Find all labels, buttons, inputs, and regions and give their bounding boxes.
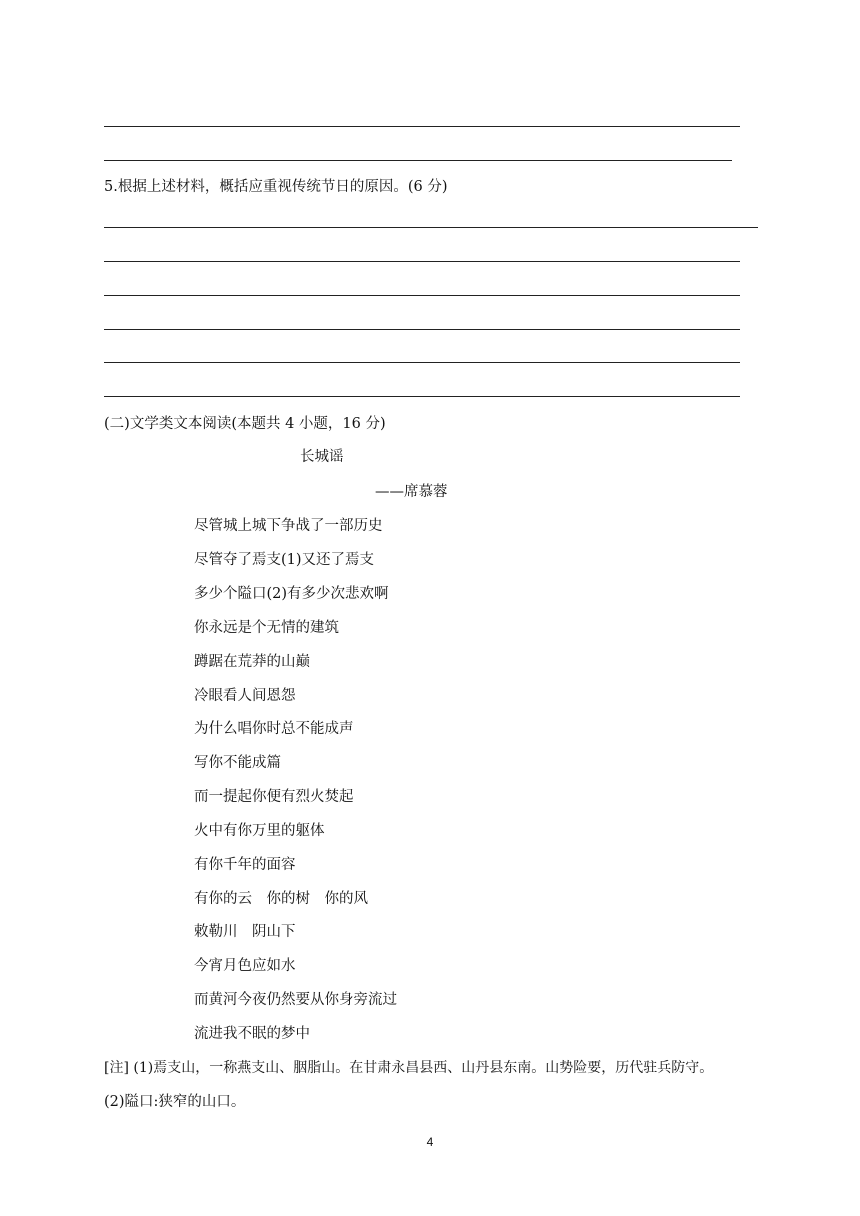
section-heading: (二)文学类文本阅读(本题共 4 小题，16 分) [104, 416, 386, 432]
answer-line [104, 227, 758, 228]
poem-line: 火中有你万里的躯体 [194, 823, 325, 839]
page-number: 4 [426, 1135, 434, 1149]
poem-line: 尽管城上城下争战了一部历史 [194, 518, 383, 534]
poem-line: 写你不能成篇 [194, 755, 281, 771]
poem-line: 敕勒川 阴山下 [194, 924, 296, 940]
note-2: (2)隘口:狭窄的山口。 [104, 1094, 246, 1110]
answer-line [104, 295, 740, 296]
answer-line [104, 396, 740, 397]
poem-line: 今宵月色应如水 [194, 958, 296, 974]
poem-line: 而一提起你便有烈火焚起 [194, 789, 354, 805]
poem-line: 而黄河今夜仍然要从你身旁流过 [194, 992, 397, 1008]
poem-line: 尽管夺了焉支(1)又还了焉支 [194, 552, 375, 568]
answer-line [104, 126, 740, 127]
question-5: 5.根据上述材料，概括应重视传统节日的原因。(6 分) [104, 179, 448, 195]
poem-line: 蹲踞在荒莽的山巅 [194, 654, 310, 670]
poem-author: ——席慕蓉 [375, 484, 448, 500]
answer-line [104, 329, 740, 330]
poem-line: 冷眼看人间恩怨 [194, 688, 296, 704]
poem-line: 流进我不眠的梦中 [194, 1026, 310, 1042]
poem-line: 你永远是个无情的建筑 [194, 620, 339, 636]
poem-title: 长城谣 [300, 449, 344, 465]
answer-line [104, 160, 732, 161]
poem-line: 多少个隘口(2)有多少次悲欢啊 [194, 586, 389, 602]
note-1: [注] (1)焉支山，一称燕支山、胭脂山。在甘肃永昌县西、山丹县东南。山势险要，历代驻兵防守。 [104, 1060, 714, 1076]
answer-line [104, 261, 740, 262]
poem-line: 为什么唱你时总不能成声 [194, 721, 354, 737]
poem-line: 有你的云 你的树 你的风 [194, 891, 368, 907]
poem-line: 有你千年的面容 [194, 857, 296, 873]
answer-line [104, 362, 740, 363]
